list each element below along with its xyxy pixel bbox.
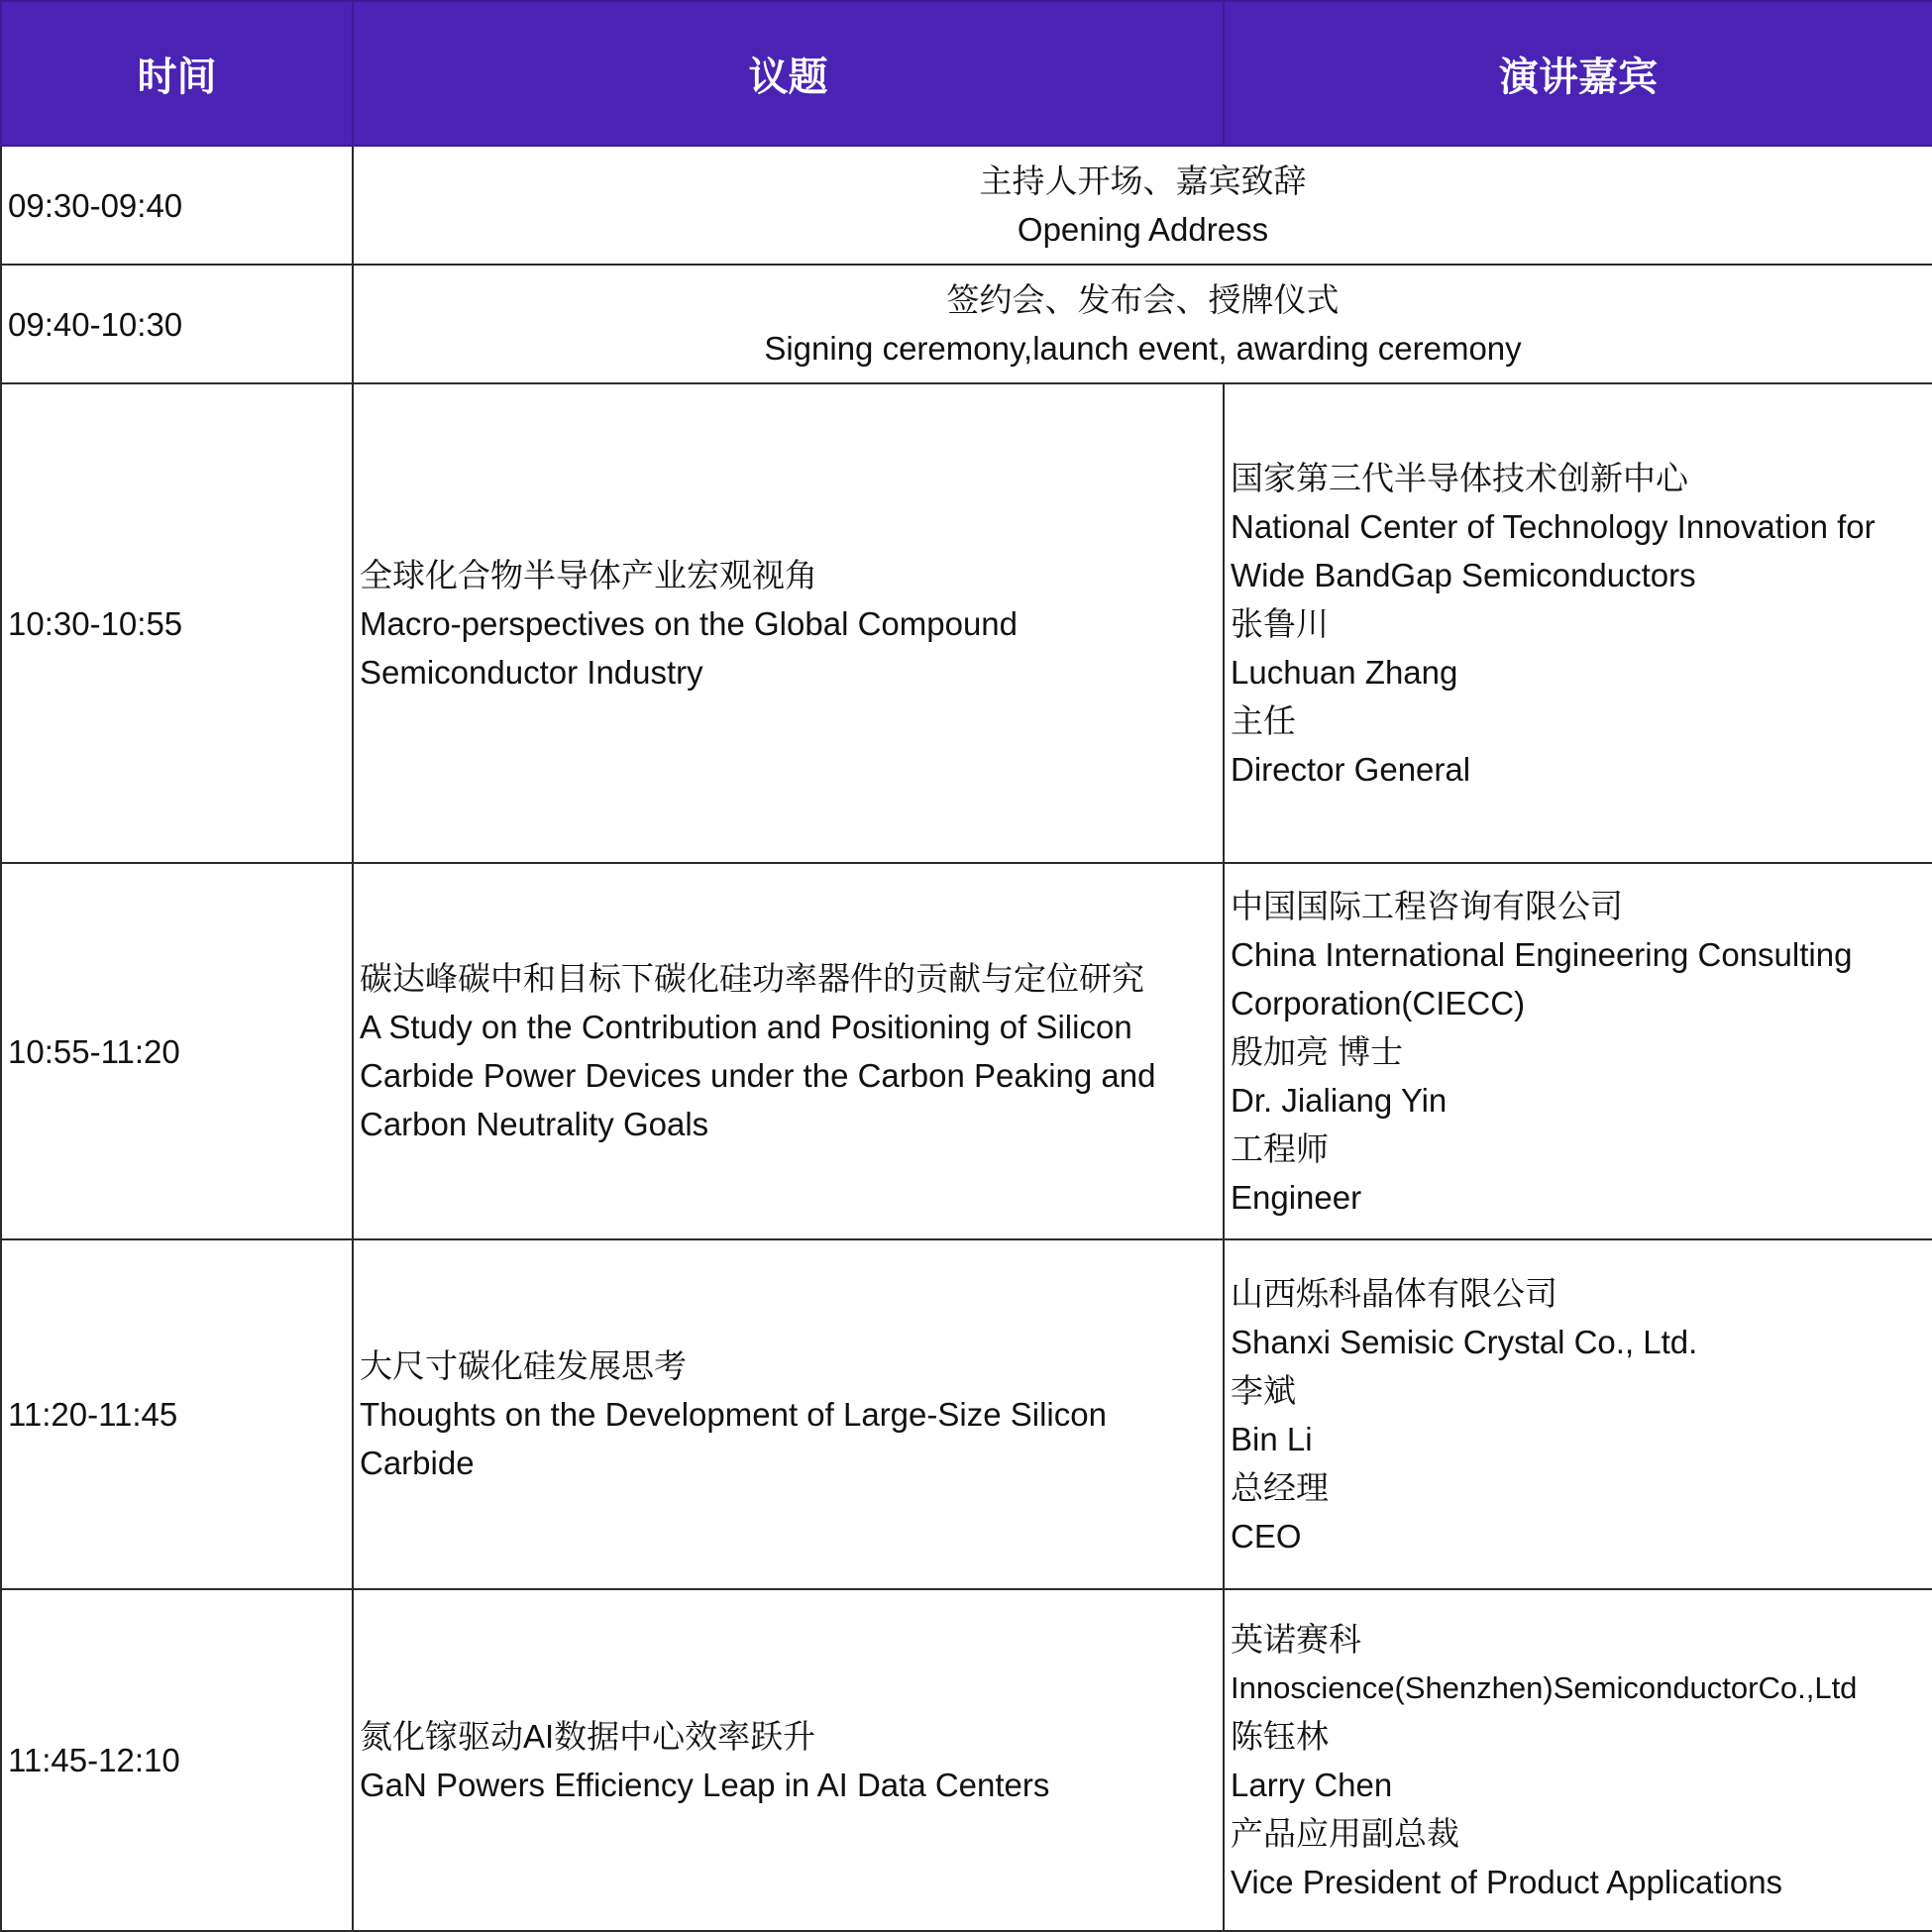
time-cell: 10:55-11:20 (1, 863, 353, 1239)
speaker-title-en: Director General (1231, 750, 1471, 788)
speaker-name-zh: 张鲁川 (1231, 604, 1329, 642)
speaker-name-en: Luchuan Zhang (1231, 653, 1458, 691)
topic-line: 全球化合物半导体产业宏观视角 (360, 556, 817, 593)
time-cell: 09:40-10:30 (1, 265, 353, 383)
topic-line: 氮化镓驱动AI数据中心效率跃升 (360, 1717, 816, 1755)
speaker-org-en: China International Engineering Consulting (1231, 935, 1853, 973)
speaker-title-zh: 总经理 (1231, 1468, 1329, 1506)
session-cell (353, 265, 1932, 383)
time-cell: 09:30-09:40 (1, 146, 353, 265)
table-row (1, 146, 1932, 265)
topic-line: A Study on the Contribution and Positioning of Silicon (360, 1009, 1132, 1045)
speaker-title-en: Engineer (1231, 1178, 1362, 1216)
time-cell: 11:20-11:45 (1, 1239, 353, 1589)
topic-line: 碳达峰碳中和目标下碳化硅功率器件的贡献与定位研究 (360, 960, 1144, 997)
topic-line: GaN Powers Efficiency Leap in AI Data Centers (360, 1766, 1050, 1803)
speaker-org-zh: 国家第三代半导体技术创新中心 (1231, 459, 1688, 496)
topic-line: Semiconductor Industry (360, 653, 703, 691)
table-row (1, 1589, 1932, 1931)
header-row (1, 1, 1932, 146)
topic-cell (353, 863, 1224, 1239)
speaker-title-zh: 产品应用副总裁 (1231, 1814, 1459, 1852)
speaker-org-en: Wide BandGap Semiconductors (1231, 556, 1696, 593)
speaker-cell (1224, 1239, 1932, 1589)
topic-line: Thoughts on the Development of Large-Size Silicon (360, 1396, 1107, 1433)
speaker-title-zh: 主任 (1231, 701, 1296, 739)
speaker-cell (1224, 383, 1932, 863)
session-title-en: Signing ceremony,launch event, awarding ceremony (764, 330, 1522, 367)
speaker-org-en: National Center of Technology Innovation for (1231, 507, 1876, 545)
table-row (1, 383, 1932, 863)
speaker-name-zh: 李斌 (1231, 1371, 1296, 1409)
topic-cell (353, 1239, 1224, 1589)
header-speaker: 演讲嘉宾 (1224, 1, 1932, 146)
topic-line: Carbide Power Devices under the Carbon Peaking and (360, 1057, 1156, 1094)
header-time: 时间 (1, 1, 353, 146)
speaker-name-en: Dr. Jialiang Yin (1231, 1081, 1448, 1119)
speaker-org-zh: 中国国际工程咨询有限公司 (1231, 887, 1623, 924)
topic-line: 大尺寸碳化硅发展思考 (360, 1347, 687, 1384)
topic-line: Carbon Neutrality Goals (360, 1106, 709, 1142)
table-row (1, 1239, 1932, 1589)
speaker-name-en: Bin Li (1231, 1420, 1313, 1457)
speaker-title-en: Vice President of Product Applications (1231, 1863, 1783, 1900)
speaker-name-en: Larry Chen (1231, 1766, 1393, 1803)
topic-cell (353, 383, 1224, 863)
speaker-title-en: CEO (1231, 1517, 1302, 1555)
session-title-zh: 主持人开场、嘉宾致辞 (979, 162, 1307, 199)
topic-line: Macro-perspectives on the Global Compound (360, 604, 1019, 642)
time-cell: 11:45-12:10 (1, 1589, 353, 1931)
header-topic: 议题 (353, 1, 1224, 146)
speaker-title-zh: 工程师 (1231, 1129, 1329, 1167)
session-cell (353, 146, 1932, 265)
speaker-org-en: Shanxi Semisic Crystal Co., Ltd. (1231, 1323, 1698, 1360)
speaker-cell (1224, 863, 1932, 1239)
speaker-cell (1224, 1589, 1932, 1931)
speaker-org-zh: 山西烁科晶体有限公司 (1231, 1274, 1557, 1312)
session-title-zh: 签约会、发布会、授牌仪式 (946, 281, 1340, 318)
topic-cell (353, 1589, 1224, 1931)
time-cell: 10:30-10:55 (1, 383, 353, 863)
speaker-org-en: Innoscience(Shenzhen)SemiconductorCo.,Ltd (1231, 1669, 1858, 1705)
speaker-name-zh: 殷加亮 博士 (1231, 1032, 1404, 1070)
speaker-name-zh: 陈钰林 (1231, 1717, 1329, 1755)
table-row (1, 863, 1932, 1239)
speaker-org-en: Corporation(CIECC) (1231, 984, 1526, 1021)
topic-line: Carbide (360, 1445, 475, 1481)
table-row (1, 265, 1932, 383)
session-title-en: Opening Address (1017, 211, 1269, 248)
speaker-org-zh: 英诺赛科 (1231, 1620, 1361, 1658)
